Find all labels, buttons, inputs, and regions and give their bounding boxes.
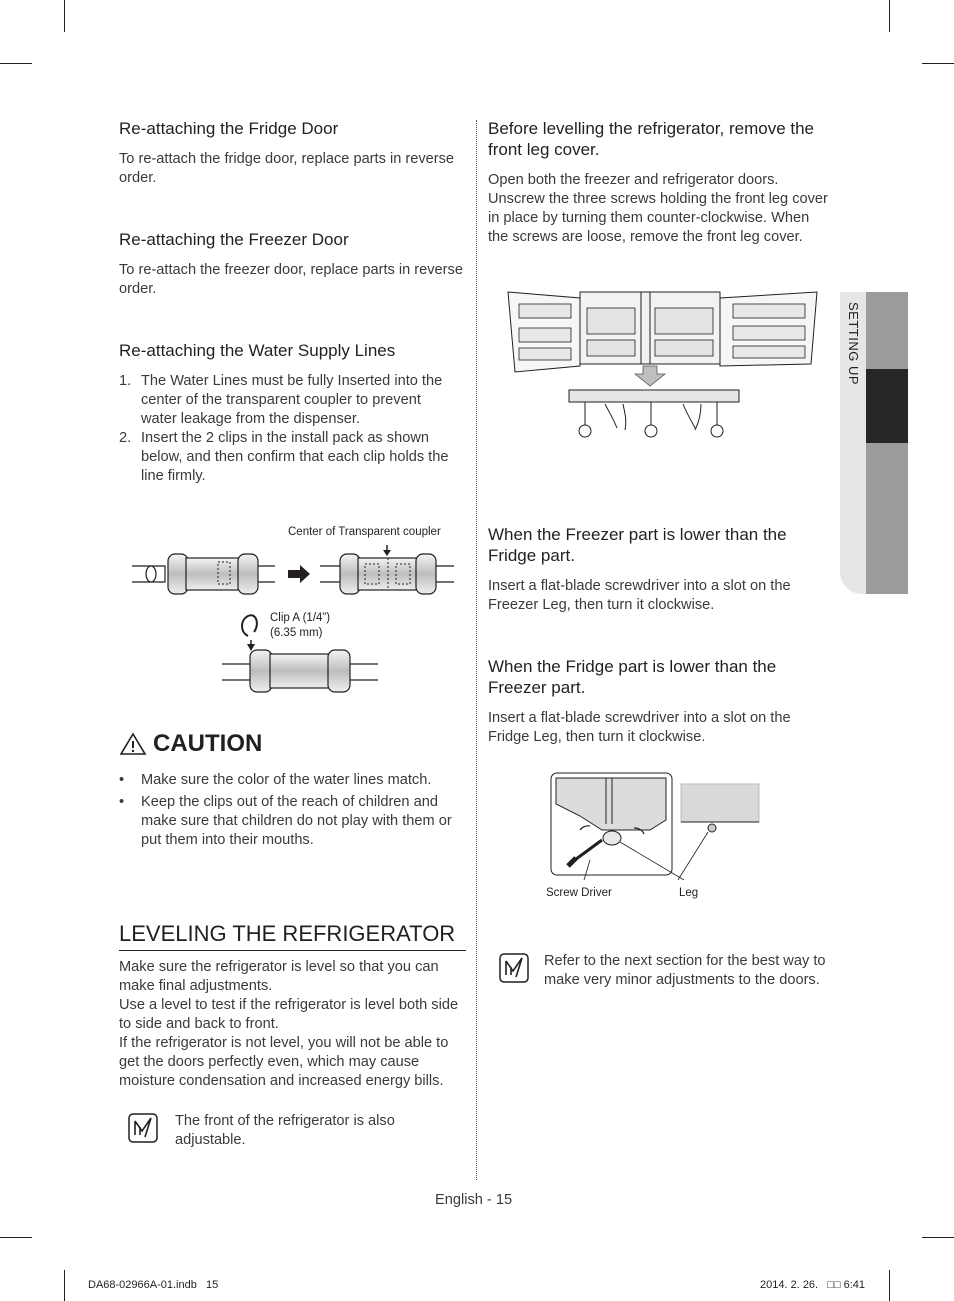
print-date-info: 2014. 2. 26. □□ 6:41 [760,1279,866,1291]
leg-adjust-illustration [550,772,762,880]
section-title: Re-attaching the Fridge Door [119,119,339,138]
crop-mark [889,1270,890,1301]
crop-mark [64,1270,65,1301]
section-title: Re-attaching the Water Supply Lines [119,341,396,360]
step-item [119,429,459,486]
step-text: The Water Lines must be fully Inserted into the center of the transparent coupler to prevent water leakage from the dispenser. [141,373,443,427]
leg-label: Leg [679,887,699,899]
caution-list [119,771,464,853]
caution-text: Make sure the color of the water lines match. [141,772,432,788]
note-text: Refer to the next section for the best way to make very minor adjustments to the doors. [544,953,826,988]
side-tab-grey-bottom [866,443,908,594]
step-text: Insert the 2 clips in the install pack as shown below, and then confirm that each clip holds the line firmly. [141,430,449,484]
section-body: Insert a flat-blade screwdriver into a slot on the Fridge Leg, then turn it clockwise. [488,710,791,745]
caution-heading [119,730,262,758]
note-icon [128,1113,158,1143]
column-divider [476,120,477,1180]
section-body: Open both the freezer and refrigerator doors. Unscrew the three screws holding the front leg cover in place by turning them counter-clockwise. When the screws are loose, remove the front leg cover. [488,172,828,245]
leveling-heading: LEVELING THE REFRIGERATOR [119,921,466,951]
step-number: 2. [119,430,132,446]
caution-item: • Make sure the color of the water lines match. [119,772,432,788]
leveling-paragraph: Make sure the refrigerator is level so that you can make final adjustments. [119,959,439,994]
step-item [119,372,459,429]
leveling-body [119,958,467,1091]
crop-mark [922,1237,954,1238]
leveling-paragraph: Use a level to test if the refrigerator is level both side to side and back to front. [119,997,459,1032]
side-tab-active [866,369,908,443]
steps-list [119,372,459,486]
screwdriver-label: Screw Driver [546,887,612,899]
coupler-illustration [120,540,460,695]
step-number: 1. [119,373,132,389]
note-icon [499,953,529,983]
section-body: To re-attach the freezer door, replace parts in reverse order. [119,262,463,297]
note-text: The front of the refrigerator is also adjustable. [175,1113,395,1148]
warning-triangle-icon [119,732,147,756]
section-body: To re-attach the fridge door, replace parts in reverse order. [119,151,455,186]
section-body: Insert a flat-blade screwdriver into a slot on the Freezer Leg, then turn it clockwise. [488,578,791,613]
section-title: Re-attaching the Freezer Door [119,230,349,249]
section-title: Before levelling the refrigerator, remove the front leg cover. [488,119,815,159]
crop-mark [922,63,954,64]
crop-mark [889,0,890,32]
section-title: When the Fridge part is lower than the Freezer part. [488,657,777,697]
section-title: When the Freezer part is lower than the Fridge part. [488,525,787,565]
crop-mark [0,1237,32,1238]
crop-mark [0,63,32,64]
print-file-info: DA68-02966A-01.indb 15 [88,1279,219,1291]
caution-item: • Keep the clips out of the reach of children and make sure that children do not play with them or put them into their mouths. [119,794,452,848]
caution-title: CAUTION [153,730,263,757]
page-number: English - 15 [435,1192,513,1208]
leveling-paragraph: If the refrigerator is not level, you will not be able to get the doors perfectly even, which may cause moisture condensation and increased energy bills. [119,1035,449,1089]
clip-label-mm: (6.35 mm) [270,627,323,639]
caution-text: Keep the clips out of the reach of children and make sure that children do not play with them or put them into their mouths. [141,794,452,848]
coupler-label: Center of Transparent coupler [288,526,441,538]
clip-label: Clip A (1/4”) [270,612,331,624]
side-tab-label: SETTING UP [846,302,861,386]
crop-mark [64,0,65,32]
side-tab-grey-top [866,292,908,369]
fridge-leg-cover-illustration [505,290,821,450]
